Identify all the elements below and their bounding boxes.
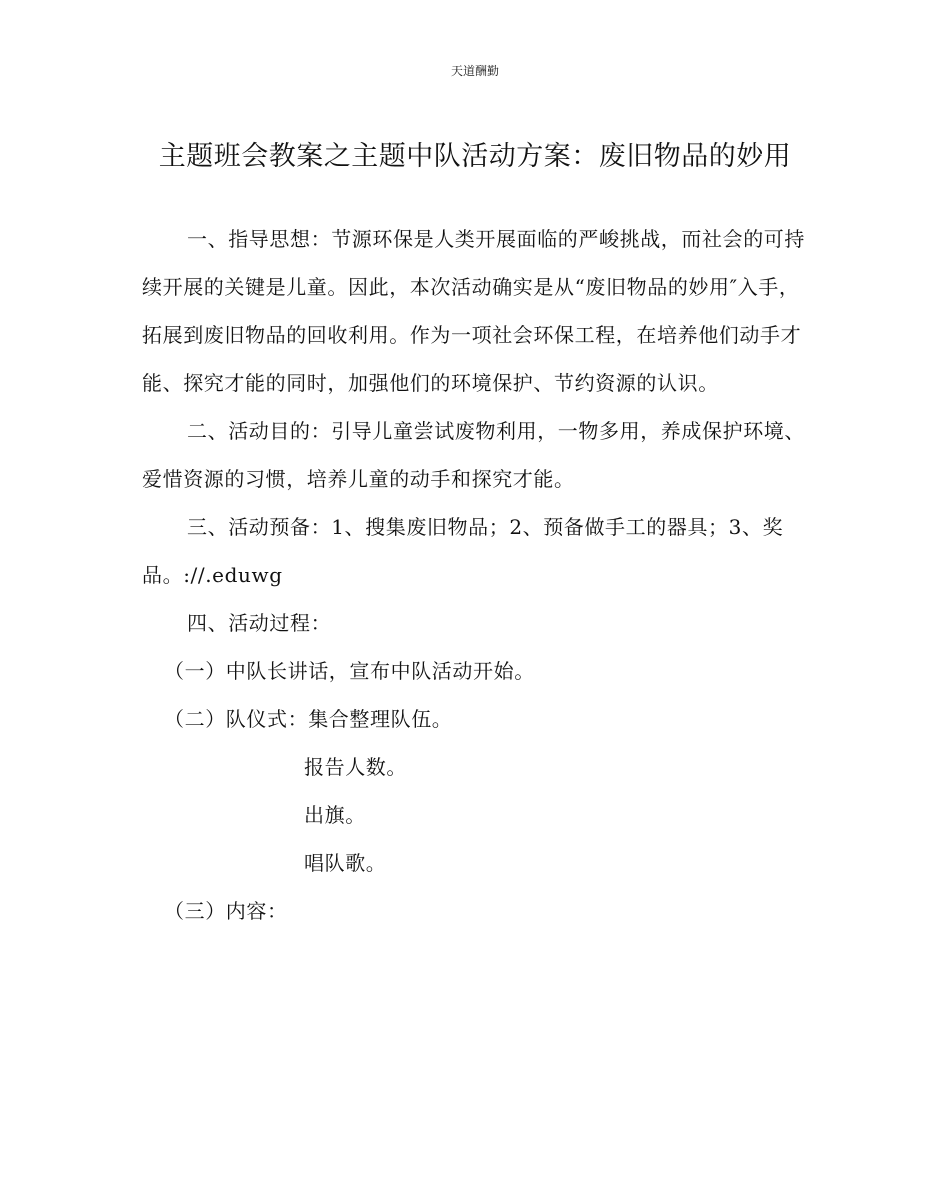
paragraph-step-2-flag: 出旗。 bbox=[304, 803, 366, 827]
paragraph-purpose: 二、活动目的：引导儿童尝试废物利用，一物多用，养成保护环境、爱惜资源的习惯，培养儿童的动手和探究才能。 bbox=[142, 419, 805, 491]
paragraph-step-1: （一）中队长讲话，宣布中队活动开始。 bbox=[164, 659, 535, 683]
page-header: 天道酬勤 bbox=[450, 64, 499, 78]
paragraph-process-heading: 四、活动过程： bbox=[187, 611, 332, 635]
paragraph-step-2-report: 报告人数。 bbox=[304, 755, 407, 779]
paragraph-step-3: （三）内容： bbox=[164, 899, 288, 923]
document-title: 主题班会教案之主题中队活动方案：废旧物品的妙用 bbox=[158, 141, 792, 172]
paragraph-preparation: 三、活动预备：1、搜集废旧物品；2、预备做手工的器具；3、奖品。://.eduwg bbox=[142, 515, 784, 587]
paragraph-step-2-song: 唱队歌。 bbox=[304, 851, 387, 875]
paragraph-guiding-thought: 一、指导思想：节源环保是人类开展面临的严峻挑战，而社会的可持续开展的关键是儿童。因此，本次活动确实是从“废旧物品的妙用″入手，拓展到废旧物品的回收利用。作为一项社会环保工程，在培养他们动手才能、探究才能的同时，加强他们的环境保护、节约资源的认识。 bbox=[142, 227, 805, 395]
document-body bbox=[142, 215, 808, 935]
paragraph-step-2: （二）队仪式：集合整理队伍。 bbox=[164, 707, 453, 731]
